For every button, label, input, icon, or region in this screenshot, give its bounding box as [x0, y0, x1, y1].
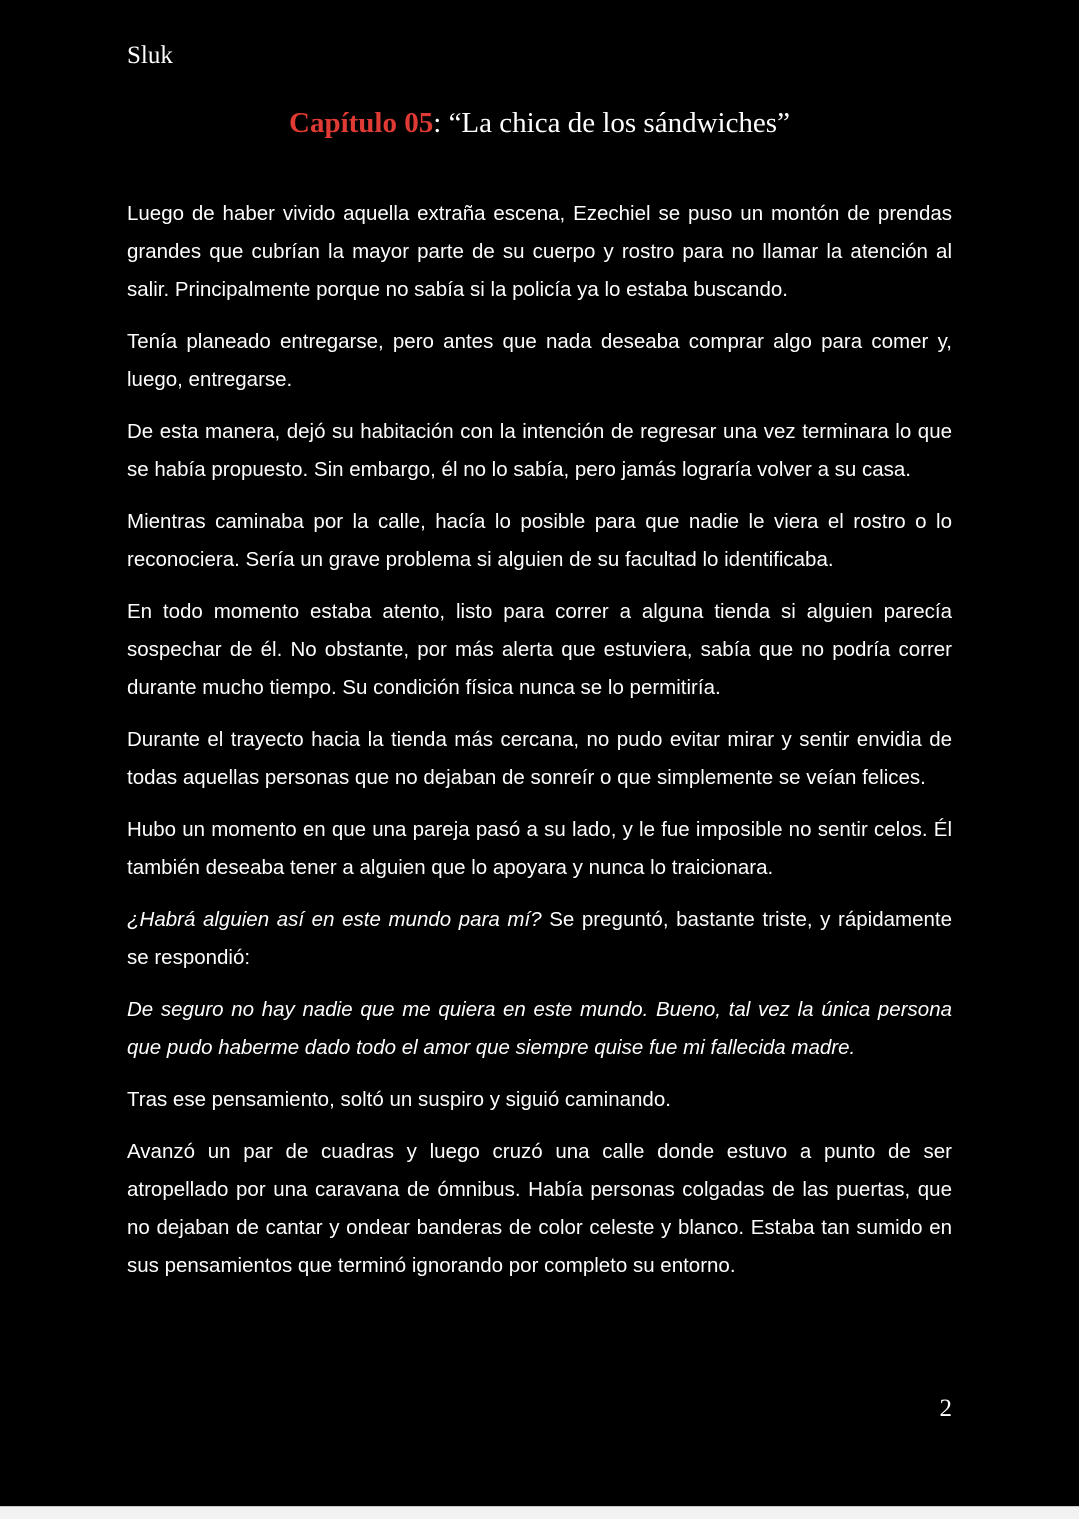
paragraph: Tenía planeado entregarse, pero antes que nada deseaba comprar algo para comer y, luego, entregarse.	[127, 330, 952, 391]
thought-question: ¿Habrá alguien así en este mundo para mí?	[127, 908, 542, 931]
page-number: 2	[939, 1395, 952, 1422]
paragraph: Durante el trayecto hacia la tienda más cercana, no pudo evitar mirar y sentir envidia de todas aquellas personas que no dejaban de sonreír o que simplemente se veían felices.	[127, 728, 952, 789]
paragraph: Luego de haber vivido aquella extraña escena, Ezechiel se puso un montón de prendas grandes que cubrían la mayor parte de su cuerpo y rostro para no llamar la atención al salir. Principalmente porque no sabía si la policía ya lo estaba buscando.	[127, 202, 952, 301]
page-header-author: Sluk	[127, 42, 173, 69]
chapter-title-separator: :	[433, 107, 449, 139]
paragraph-thought: De seguro no hay nadie que me quiera en este mundo. Bueno, tal vez la única persona que pudo haberme dado todo el amor que siempre quise fue mi fallecida madre.	[127, 998, 952, 1059]
paragraph-thought-question	[127, 901, 952, 977]
paragraph: Avanzó un par de cuadras y luego cruzó una calle donde estuvo a punto de ser atropellado por una caravana de ómnibus. Había personas colgadas de las puertas, que no dejaban de cantar y ondear banderas de color celeste y blanco. Estaba tan sumido en sus pensamientos que terminó ignorando por completo su entorno.	[127, 1140, 952, 1277]
chapter-body	[127, 195, 952, 1299]
paragraph: Hubo un momento en que una pareja pasó a su lado, y le fue imposible no sentir celos. Él también deseaba tener a alguien que lo apoyara y nunca lo traicionara.	[127, 818, 952, 879]
paragraph: De esta manera, dejó su habitación con la intención de regresar una vez terminara lo que se había propuesto. Sin embargo, él no lo sabía, pero jamás lograría volver a su casa.	[127, 420, 952, 481]
paragraph: En todo momento estaba atento, listo para correr a alguna tienda si alguien parecía sospechar de él. No obstante, por más alerta que estuviera, sabía que no podría correr durante mucho tiempo. Su condición física nunca se lo permitiría.	[127, 600, 952, 699]
thought-question-rest: Se preguntó, bastante triste, y rápidamente se respondió:	[127, 908, 952, 969]
chapter-label: Capítulo 05	[289, 107, 434, 139]
paragraph: Tras ese pensamiento, soltó un suspiro y siguió caminando.	[127, 1088, 671, 1111]
chapter-name: “La chica de los sándwiches”	[448, 107, 790, 139]
viewer-bottom-edge	[0, 1506, 1079, 1519]
paragraph: Mientras caminaba por la calle, hacía lo posible para que nadie le viera el rostro o lo reconociera. Sería un grave problema si alguien de su facultad lo identificaba.	[127, 510, 952, 571]
chapter-title	[0, 107, 1079, 140]
